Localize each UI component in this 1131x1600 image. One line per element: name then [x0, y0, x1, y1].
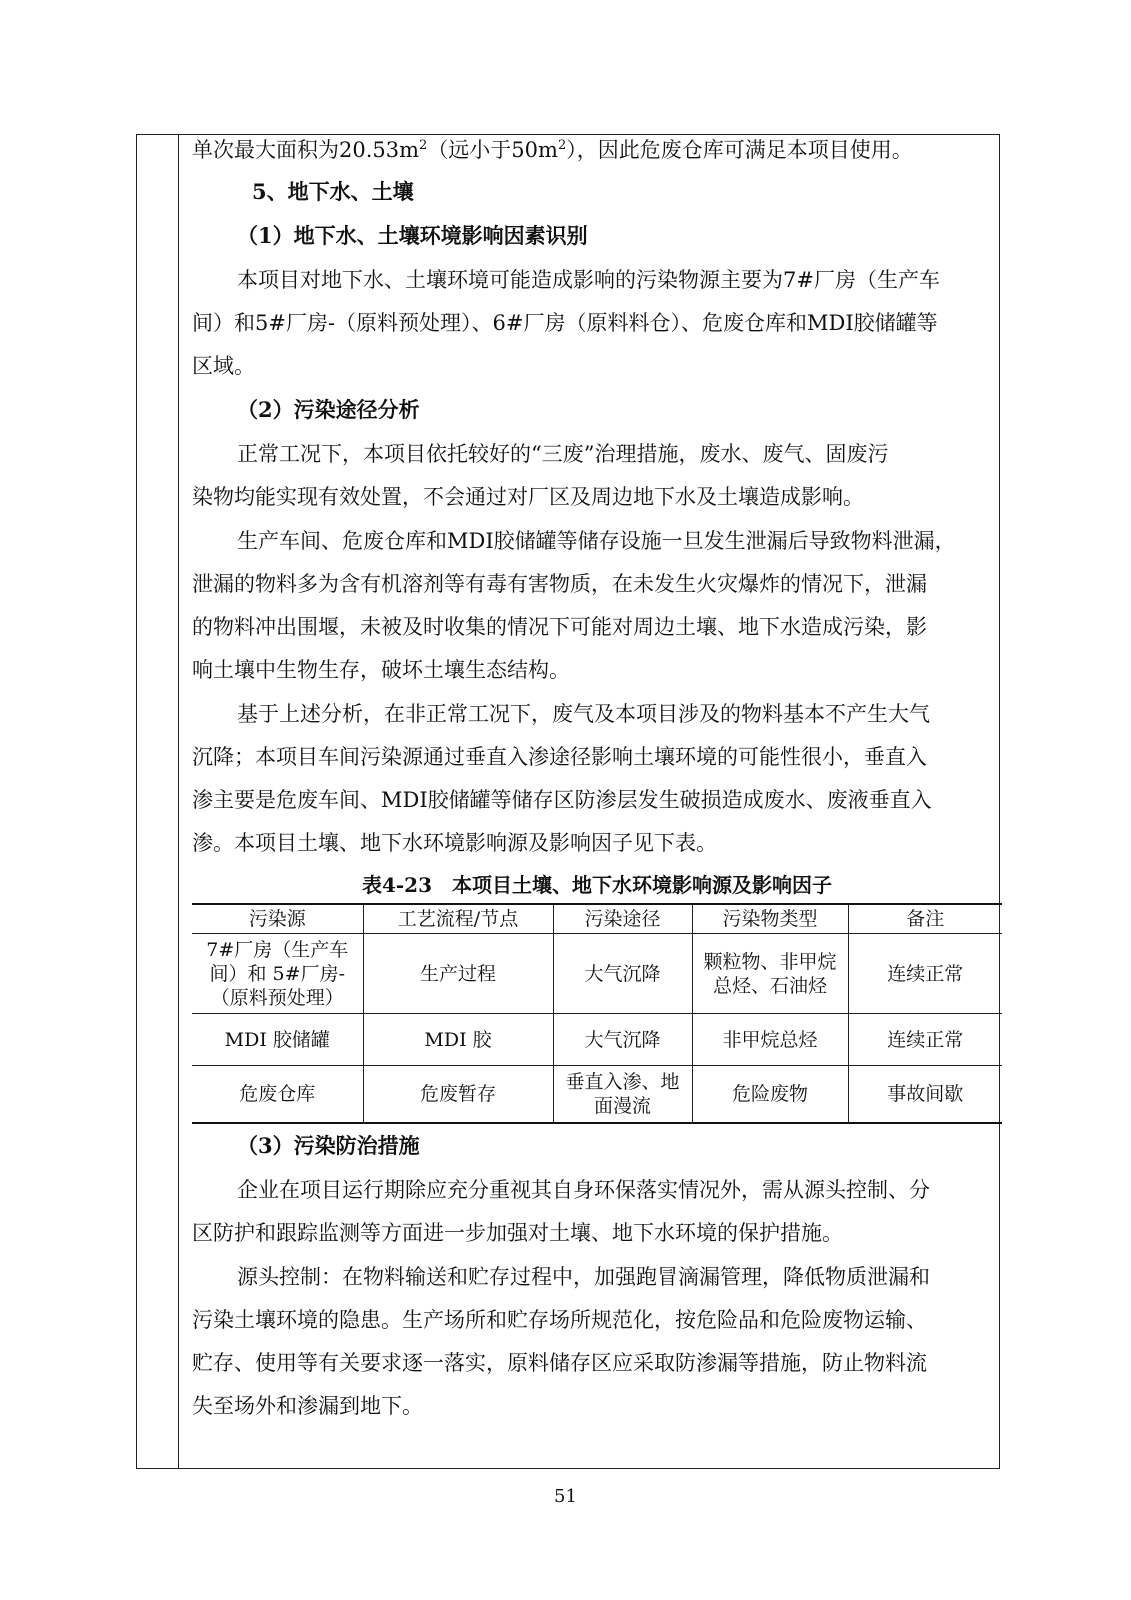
- left-column: [137, 135, 179, 1468]
- table-caption: 表4-23 本项目土壤、地下水环境影响源及影响因子: [361, 873, 833, 897]
- content-frame: [136, 134, 1000, 1469]
- table-cell: 7#厂房（生产车间）和 5#厂房-（原料预处理）: [192, 934, 363, 1014]
- section-heading: 5、地下水、土壤: [252, 179, 414, 204]
- table-cell: 大气沉降: [553, 934, 692, 1014]
- table-cell: MDI 胶储罐: [192, 1014, 363, 1066]
- table-cell: 危险废物: [692, 1066, 848, 1123]
- column-header: 污染物类型: [692, 904, 848, 934]
- table-cell: 连续正常: [848, 1014, 1002, 1066]
- table-cell: 危废仓库: [192, 1066, 363, 1123]
- table-cell: 垂直入渗、地面漫流: [553, 1066, 692, 1123]
- column-header: 工艺流程/节点: [363, 904, 553, 934]
- paragraph-line: 企业在项目运行期除应充分重视其自身环保落实情况外，需从源头控制、分: [237, 1178, 930, 1202]
- table-cell: 危废暂存: [363, 1066, 553, 1123]
- text-run: ），因此危废仓库可满足本项目使用。: [566, 138, 913, 162]
- text-run: （远小于50m: [427, 138, 558, 162]
- paragraph-line: 响土壤中生物生存，破坏土壤生态结构。: [192, 658, 570, 682]
- table-cell: 生产过程: [363, 934, 553, 1014]
- paragraph-line: 渗。本项目土壤、地下水环境影响源及影响因子见下表。: [192, 831, 717, 855]
- table-row: [192, 1014, 1002, 1066]
- paragraph-line: 渗主要是危废车间、MDI胶储罐等储存区防渗层发生破损造成废水、废液垂直入: [192, 788, 932, 812]
- paragraph-line: 本项目对地下水、土壤环境可能造成影响的污染物源主要为7#厂房（生产车: [237, 268, 940, 292]
- table-cell: 非甲烷总烃: [692, 1014, 848, 1066]
- paragraph-line: 泄漏的物料多为含有机溶剂等有毒有害物质，在未发生火灾爆炸的情况下，泄漏: [192, 572, 927, 596]
- table-cell: 大气沉降: [553, 1014, 692, 1066]
- paragraph-line: 沉降；本项目车间污染源通过垂直入渗途径影响土壤环境的可能性很小，垂直入: [192, 745, 927, 769]
- paragraph-line: 污染土壤环境的隐患。生产场所和贮存场所规范化，按危险品和危险废物运输、: [192, 1308, 927, 1332]
- column-header: 污染途径: [553, 904, 692, 934]
- table-cell: MDI 胶: [363, 1014, 553, 1066]
- subsection-heading: （2）污染途径分析: [237, 397, 420, 422]
- paragraph-line: 正常工况下，本项目依托较好的“三废”治理措施，废水、废气、固废污: [237, 442, 889, 466]
- impact-source-table: [192, 903, 1002, 1124]
- table-row: [192, 934, 1002, 1014]
- paragraph-line: 区域。: [192, 354, 255, 378]
- paragraph-line: 生产车间、危废仓库和MDI胶储罐等储存设施一旦发生泄漏后导致物料泄漏，: [237, 529, 956, 553]
- paragraph-line: 染物均能实现有效处置，不会通过对厂区及周边地下水及土壤造成影响。: [192, 485, 864, 509]
- superscript: 2: [557, 138, 567, 153]
- table-row: [192, 1066, 1002, 1123]
- table-header-row: [192, 904, 1002, 934]
- table-cell: 颗粒物、非甲烷总烃、石油烃: [692, 934, 848, 1014]
- paragraph-line: 区防护和跟踪监测等方面进一步加强对土壤、地下水环境的保护措施。: [192, 1221, 843, 1245]
- paragraph-line: 基于上述分析，在非正常工况下，废气及本项目涉及的物料基本不产生大气: [237, 702, 930, 726]
- table-cell: 连续正常: [848, 934, 1002, 1014]
- paragraph-line: 源头控制：在物料输送和贮存过程中，加强跑冒滴漏管理，降低物质泄漏和: [237, 1265, 930, 1289]
- table-cell: 事故间歇: [848, 1066, 1002, 1123]
- subsection-heading: （1）地下水、土壤环境影响因素识别: [237, 223, 588, 248]
- paragraph-line: 的物料冲出围堰，未被及时收集的情况下可能对周边土壤、地下水造成污染，影: [192, 615, 927, 639]
- superscript: 2: [419, 138, 428, 153]
- subsection-heading: （3）污染防治措施: [237, 1133, 420, 1158]
- paragraph-line: 间）和5#厂房-（原料预处理）、6#厂房（原料料仓）、危废仓库和MDI胶储罐等: [192, 311, 938, 335]
- paragraph-line: 贮存、使用等有关要求逐一落实，原料储存区应采取防渗漏等措施，防止物料流: [192, 1351, 927, 1375]
- paragraph-continuation: [192, 135, 913, 165]
- column-header: 污染源: [192, 904, 363, 934]
- column-header: 备注: [848, 904, 1002, 934]
- page-number: 51: [554, 1486, 577, 1507]
- paragraph-line: 失至场外和渗漏到地下。: [192, 1394, 423, 1418]
- text-run: 单次最大面积为20.53m: [192, 138, 420, 162]
